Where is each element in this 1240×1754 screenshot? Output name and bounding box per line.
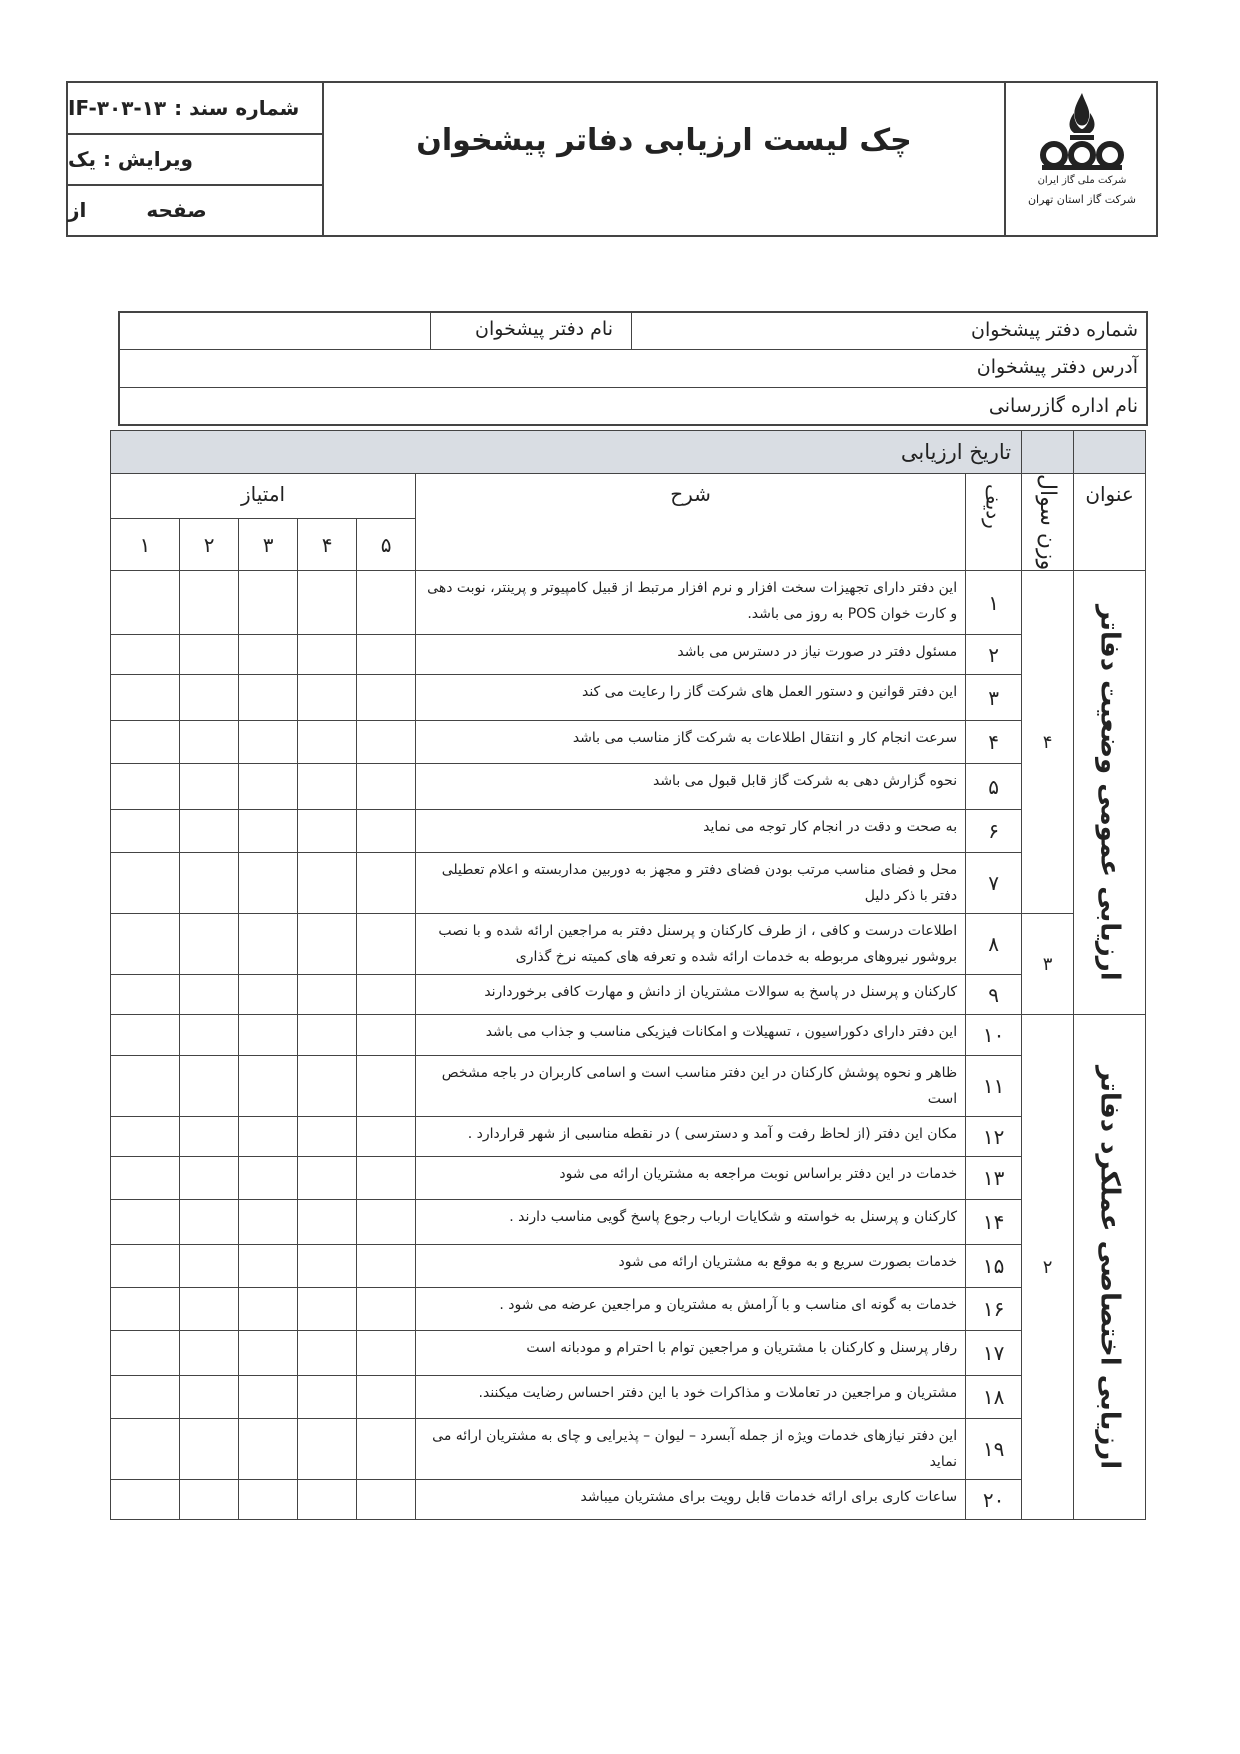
row-number: ۱۱ (966, 1056, 1022, 1117)
score-cell-3[interactable] (239, 853, 298, 914)
score-cell-5[interactable] (357, 1056, 416, 1117)
score-cell-3[interactable] (239, 1015, 298, 1056)
score-cell-5[interactable] (357, 914, 416, 975)
score-cell-2[interactable] (180, 1157, 239, 1200)
score-cell-4[interactable] (298, 1245, 357, 1288)
score-cell-1[interactable] (111, 764, 180, 810)
table-row (111, 764, 1146, 810)
table-row (111, 721, 1146, 764)
row-description: کارکنان و پرسنل به خواسته و شکایات ارباب رجوع پاسخ گویی مناسب دارند . (416, 1200, 966, 1245)
score-5: ۵ (357, 519, 416, 571)
row-number: ۱ (966, 571, 1022, 635)
score-cell-1[interactable] (111, 1200, 180, 1245)
row-number: ۲ (966, 635, 1022, 675)
score-cell-4[interactable] (298, 1419, 357, 1480)
table-row (111, 1376, 1146, 1419)
score-cell-4[interactable] (298, 1200, 357, 1245)
page-indicator (68, 185, 322, 235)
score-cell-2[interactable] (180, 764, 239, 810)
table-row (111, 1480, 1146, 1520)
table-row (111, 635, 1146, 675)
score-cell-3[interactable] (239, 1419, 298, 1480)
table-row (111, 914, 1146, 975)
score-cell-2[interactable] (180, 1480, 239, 1520)
score-cell-4[interactable] (298, 1376, 357, 1419)
title-header: عنوان (1074, 474, 1146, 571)
score-cell-4[interactable] (298, 975, 357, 1015)
row-number: ۱۷ (966, 1331, 1022, 1376)
score-cell-3[interactable] (239, 1245, 298, 1288)
table-row (111, 853, 1146, 914)
score-cell-4[interactable] (298, 1015, 357, 1056)
row-description: مشتریان و مراجعین در تعاملات و مذاکرات خود با این دفتر احساس رضایت میکنند. (416, 1376, 966, 1419)
score-cell-1[interactable] (111, 975, 180, 1015)
table-row (111, 1056, 1146, 1117)
score-cell-1[interactable] (111, 1419, 180, 1480)
score-cell-1[interactable] (111, 1480, 180, 1520)
table-row (111, 1288, 1146, 1331)
score-cell-5[interactable] (357, 810, 416, 853)
score-3: ۳ (239, 519, 298, 571)
header-row (111, 474, 1146, 519)
score-cell-2[interactable] (180, 1245, 239, 1288)
row-description: این دفتر دارای دکوراسیون ، تسهیلات و امکانات فیزیکی مناسب و جذاب می باشد (416, 1015, 966, 1056)
table-row (111, 1015, 1146, 1056)
score-cell-4[interactable] (298, 571, 357, 635)
table-row (111, 1200, 1146, 1245)
score-cell-2[interactable] (180, 1056, 239, 1117)
score-cell-2[interactable] (180, 1288, 239, 1331)
score-cell-1[interactable] (111, 1117, 180, 1157)
row-description: کارکنان و پرسنل در پاسخ به سوالات مشتریان از دانش و مهارت کافی برخوردارند (416, 975, 966, 1015)
table-row (111, 975, 1146, 1015)
question-weight: ۴ (1022, 571, 1074, 914)
score-cell-2[interactable] (180, 975, 239, 1015)
row-header: ردیف (966, 474, 1022, 571)
score-cell-4[interactable] (298, 1117, 357, 1157)
doc-number (68, 83, 322, 133)
office-address-label: آدرس دفتر پیشخوان (976, 356, 1138, 378)
question-weight: ۲ (1022, 1015, 1074, 1520)
score-cell-5[interactable] (357, 1419, 416, 1480)
score-cell-5[interactable] (357, 1480, 416, 1520)
row-number: ۶ (966, 810, 1022, 853)
score-cell-5[interactable] (357, 1331, 416, 1376)
page-of: از (68, 198, 87, 222)
document-header (66, 81, 1158, 237)
row-description: سرعت انجام کار و انتقال اطلاعات به شرکت گاز مناسب می باشد (416, 721, 966, 764)
row-number: ۱۸ (966, 1376, 1022, 1419)
office-number-label: شماره دفتر پیشخوان (971, 319, 1138, 341)
score-4: ۴ (298, 519, 357, 571)
row-description: مکان این دفتر (از لحاظ رفت و آمد و دسترسی ) در نقطه مناسبی از شهر قراردارد . (416, 1117, 966, 1157)
blank-cell (1022, 431, 1074, 474)
score-cell-1[interactable] (111, 571, 180, 635)
score-cell-1[interactable] (111, 1288, 180, 1331)
question-weight: ۳ (1022, 914, 1074, 1015)
score-cell-4[interactable] (298, 1056, 357, 1117)
info-divider (120, 387, 1146, 388)
score-cell-3[interactable] (239, 810, 298, 853)
score-cell-3[interactable] (239, 635, 298, 675)
row-number: ۳ (966, 675, 1022, 721)
row-description: رفار پرسنل و کارکنان با مشتریان و مراجعین توام با احترام و مودبانه است (416, 1331, 966, 1376)
score-cell-5[interactable] (357, 1015, 416, 1056)
score-cell-2[interactable] (180, 721, 239, 764)
score-cell-3[interactable] (239, 675, 298, 721)
score-cell-2[interactable] (180, 853, 239, 914)
table-row (111, 1117, 1146, 1157)
score-cell-4[interactable] (298, 1288, 357, 1331)
table-row (111, 1157, 1146, 1200)
section-specific-title: ارزیابی اختصاصی عملکرد دفاتر (1074, 1015, 1146, 1520)
row-number: ۱۹ (966, 1419, 1022, 1480)
table-row (111, 1331, 1146, 1376)
score-cell-1[interactable] (111, 1157, 180, 1200)
doc-number-label: شماره سند : (174, 96, 300, 120)
row-description: خدمات بصورت سریع و به موقع به مشتریان ارائه می شود (416, 1245, 966, 1288)
page-label: صفحه (146, 198, 207, 222)
desc-header: شرح (416, 474, 966, 571)
score-cell-3[interactable] (239, 721, 298, 764)
row-number: ۱۳ (966, 1157, 1022, 1200)
score-header: امتیاز (111, 474, 416, 519)
score-cell-2[interactable] (180, 635, 239, 675)
table-row (111, 571, 1146, 635)
score-cell-4[interactable] (298, 721, 357, 764)
score-cell-4[interactable] (298, 1157, 357, 1200)
score-cell-2[interactable] (180, 1419, 239, 1480)
score-cell-1[interactable] (111, 1056, 180, 1117)
row-number: ۱۰ (966, 1015, 1022, 1056)
row-description: اطلاعات درست و کافی ، از طرف کارکنان و پرسنل دفتر به مراجعین ارائه شده و با نصب بروشور نیروهای مربوطه به خدمات ارائه شده و تعرفه های کمیته نرخ گذاری (416, 914, 966, 975)
info-divider (120, 349, 1146, 350)
score-cell-1[interactable] (111, 810, 180, 853)
table-row (111, 675, 1146, 721)
score-cell-3[interactable] (239, 764, 298, 810)
score-cell-4[interactable] (298, 853, 357, 914)
score-cell-4[interactable] (298, 1331, 357, 1376)
score-cell-4[interactable] (298, 1480, 357, 1520)
score-cell-3[interactable] (239, 1117, 298, 1157)
score-cell-2[interactable] (180, 810, 239, 853)
score-cell-5[interactable] (357, 635, 416, 675)
score-cell-1[interactable] (111, 914, 180, 975)
score-cell-2[interactable] (180, 914, 239, 975)
score-cell-5[interactable] (357, 1117, 416, 1157)
eval-date-label: تاریخ ارزیابی (111, 431, 1022, 474)
office-name-label: نام دفتر پیشخوان (475, 318, 613, 340)
gas-office-label: نام اداره گازرسانی (988, 395, 1138, 417)
section-general-title: ارزیابی عمومی وضعیت دفاتر (1074, 571, 1146, 1015)
score-cell-5[interactable] (357, 1200, 416, 1245)
row-number: ۲۰ (966, 1480, 1022, 1520)
score-cell-1[interactable] (111, 675, 180, 721)
score-cell-2[interactable] (180, 571, 239, 635)
score-cell-1[interactable] (111, 635, 180, 675)
score-cell-1[interactable] (111, 1331, 180, 1376)
score-cell-2[interactable] (180, 1117, 239, 1157)
page-title: چک لیست ارزیابی دفاتر پیشخوان (416, 123, 912, 158)
row-number: ۵ (966, 764, 1022, 810)
office-info (118, 311, 1148, 426)
row-description: نحوه گزارش دهی به شرکت گاز قابل قبول می باشد (416, 764, 966, 810)
row-description: به صحت و دقت در انجام کار توجه می نماید (416, 810, 966, 853)
row-description: محل و فضای مناسب مرتب بودن فضای دفتر و مجهز به دوربین مداربسته و اعلام تعطیلی دفتر با ذکر دلیل (416, 853, 966, 914)
score-cell-5[interactable] (357, 571, 416, 635)
score-2: ۲ (180, 519, 239, 571)
score-cell-5[interactable] (357, 675, 416, 721)
score-cell-3[interactable] (239, 1331, 298, 1376)
row-description: خدمات به گونه ای مناسب و با آرامش به مشتریان و مراجعین عرضه می شود . (416, 1288, 966, 1331)
score-cell-3[interactable] (239, 1157, 298, 1200)
score-cell-4[interactable] (298, 810, 357, 853)
row-number: ۸ (966, 914, 1022, 975)
row-description: مسئول دفتر در صورت نیاز در دسترس می باشد (416, 635, 966, 675)
revision: ویرایش : یک (68, 147, 193, 171)
company-logo (1006, 83, 1158, 235)
row-number: ۴ (966, 721, 1022, 764)
evaluation-table (110, 430, 1146, 1520)
score-cell-5[interactable] (357, 975, 416, 1015)
logo-caption: شرکت ملی گاز ایران (1037, 175, 1127, 186)
row-description: ساعات کاری برای ارائه خدمات قابل رویت برای مشتریان میباشد (416, 1480, 966, 1520)
date-row (111, 431, 1146, 474)
row-number: ۱۲ (966, 1117, 1022, 1157)
score-cell-5[interactable] (357, 1376, 416, 1419)
score-cell-1[interactable] (111, 1245, 180, 1288)
row-number: ۷ (966, 853, 1022, 914)
score-cell-2[interactable] (180, 1200, 239, 1245)
score-cell-4[interactable] (298, 635, 357, 675)
row-description: این دفتر نیازهای خدمات ویژه از جمله آبسرد – لیوان – پذیرایی و چای به مشتریان ارائه می نماید (416, 1419, 966, 1480)
score-cell-4[interactable] (298, 914, 357, 975)
score-cell-1[interactable] (111, 1376, 180, 1419)
row-number: ۱۵ (966, 1245, 1022, 1288)
score-cell-5[interactable] (357, 1288, 416, 1331)
score-cell-5[interactable] (357, 853, 416, 914)
score-cell-3[interactable] (239, 571, 298, 635)
score-cell-1[interactable] (111, 853, 180, 914)
table-row (111, 810, 1146, 853)
header-divider (322, 83, 324, 235)
doc-number-value: IF-۳۰۳-۱۳ (68, 96, 167, 120)
blank-cell (1074, 431, 1146, 474)
row-description: این دفتر دارای تجهیزات سخت افزار و نرم افزار مرتبط از قبیل کامپیوتر و پرینتر، نوبت دهی و کارت خوان POS به روز می باشد. (416, 571, 966, 635)
score-cell-2[interactable] (180, 1331, 239, 1376)
score-cell-1[interactable] (111, 1015, 180, 1056)
score-cell-4[interactable] (298, 764, 357, 810)
score-cell-3[interactable] (239, 1480, 298, 1520)
score-cell-3[interactable] (239, 1056, 298, 1117)
score-cell-3[interactable] (239, 1376, 298, 1419)
score-cell-5[interactable] (357, 1157, 416, 1200)
score-cell-5[interactable] (357, 764, 416, 810)
score-cell-3[interactable] (239, 1200, 298, 1245)
row-description: این دفتر قوانین و دستور العمل های شرکت گاز را رعایت می کند (416, 675, 966, 721)
row-description: خدمات در این دفتر براساس نوبت مراجعه به مشتریان ارائه می شود (416, 1157, 966, 1200)
score-cell-2[interactable] (180, 1015, 239, 1056)
score-cell-3[interactable] (239, 975, 298, 1015)
score-cell-3[interactable] (239, 1288, 298, 1331)
row-number: ۱۴ (966, 1200, 1022, 1245)
score-cell-2[interactable] (180, 675, 239, 721)
row-number: ۱۶ (966, 1288, 1022, 1331)
weight-header: وزن سوال (1022, 474, 1074, 571)
score-cell-5[interactable] (357, 1245, 416, 1288)
row-number: ۹ (966, 975, 1022, 1015)
logo-caption: شرکت گاز استان تهران (1027, 193, 1137, 206)
score-cell-5[interactable] (357, 721, 416, 764)
score-cell-4[interactable] (298, 675, 357, 721)
table-row (111, 1419, 1146, 1480)
row-description: ظاهر و نحوه پوشش کارکنان در این دفتر مناسب است و اسامی کاربران در باجه مشخص است (416, 1056, 966, 1117)
office-name-box (430, 313, 632, 349)
score-cell-1[interactable] (111, 721, 180, 764)
score-cell-2[interactable] (180, 1376, 239, 1419)
table-row (111, 1245, 1146, 1288)
score-cell-3[interactable] (239, 914, 298, 975)
score-1: ۱ (111, 519, 180, 571)
